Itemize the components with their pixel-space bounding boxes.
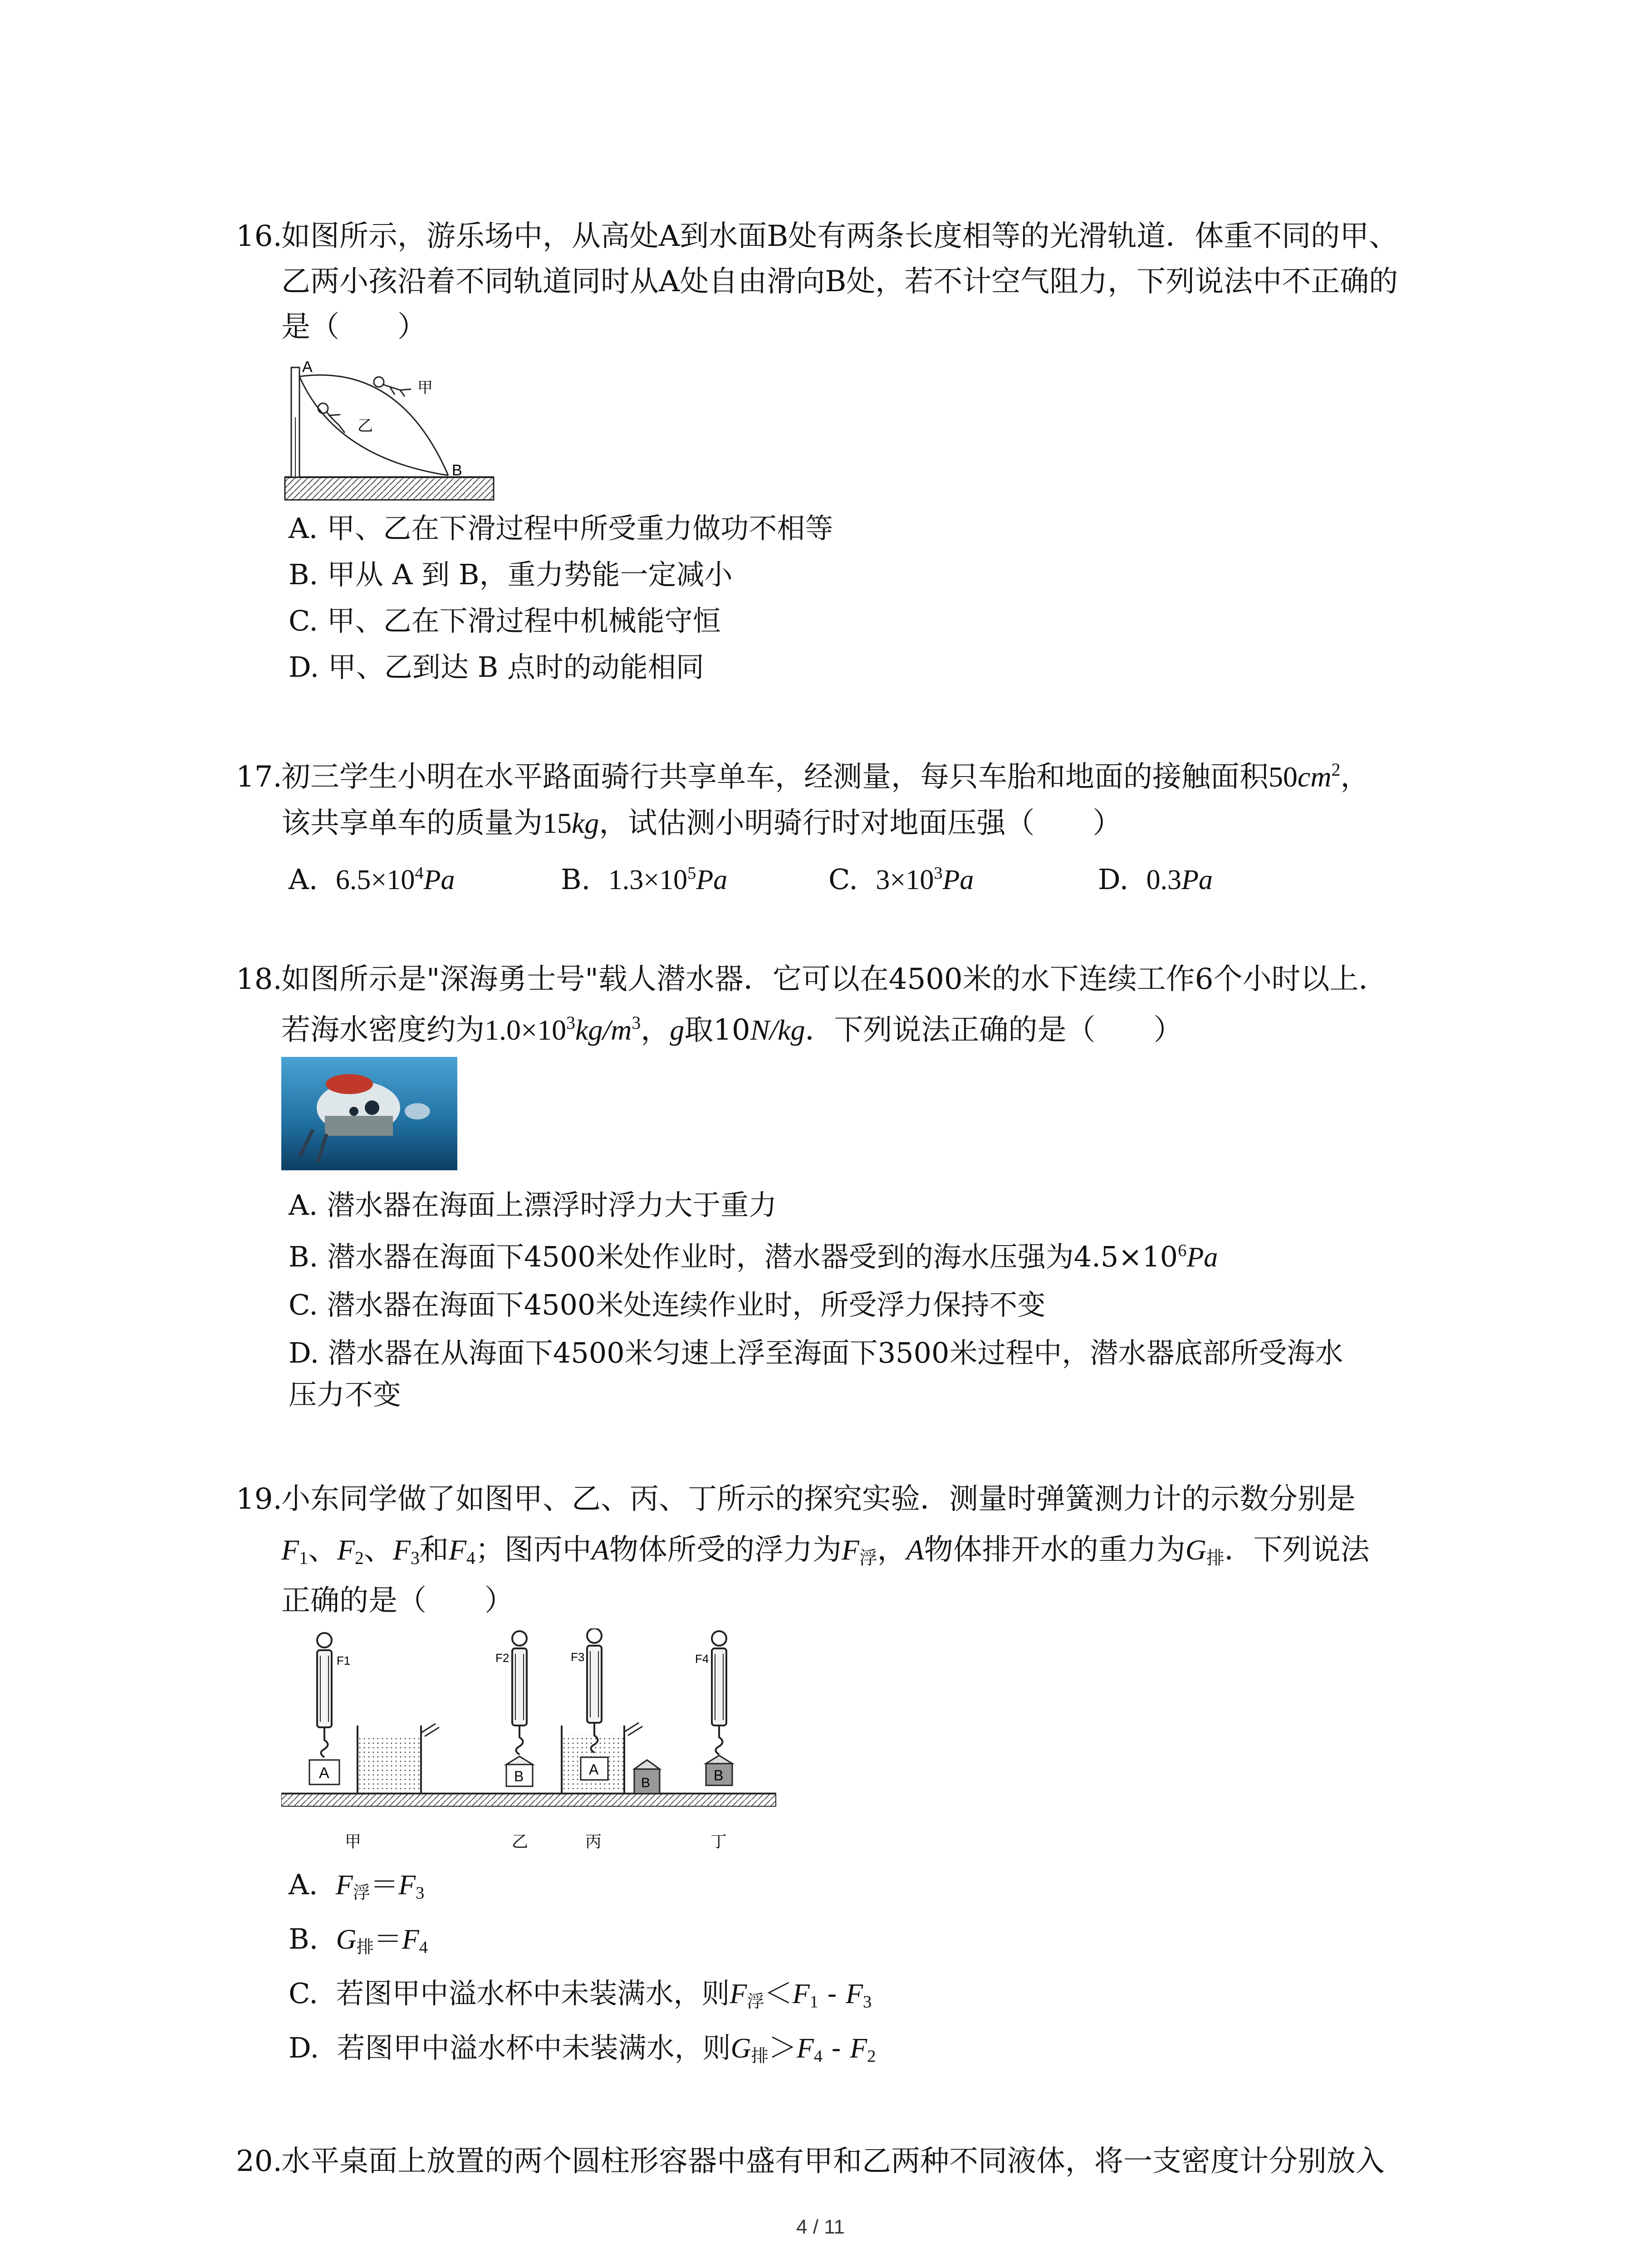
option-b: B. $G_排=F_4$	[289, 1922, 428, 1958]
option-b: B. 甲从 A 到 B，重力势能一定减小	[289, 558, 733, 591]
option-c: C. 潜水器在海面下4500米处连续作业时，所受浮力保持不变	[289, 1288, 1046, 1321]
child-yi-label: 乙	[358, 417, 373, 435]
question-text-line: 该共享单车的质量为15kg，试估测小明骑行时对地面压强（ ）	[281, 807, 1122, 840]
child-jia-label: 甲	[417, 379, 433, 397]
box-b-label: B	[714, 1767, 724, 1784]
caption-jia: 甲	[345, 1832, 362, 1851]
spring-scale-jia	[309, 1633, 350, 1784]
point-a-label: A	[302, 358, 313, 376]
f1-label: F1	[337, 1654, 351, 1667]
question-text-line: 初三学生小明在水平路面骑行共享单车，经测量，每只车胎和地面的接触面积$50cm^2$，	[281, 760, 1370, 794]
question-text-line: 水平桌面上放置的两个圆柱形容器中盛有甲和乙两种不同液体，将一支密度计分别放入	[281, 2145, 1385, 2178]
question-text-line: 是（ ）	[281, 310, 426, 344]
question-text-line: 正确的是（ ）	[281, 1584, 514, 1618]
option-a: A. 潜水器在海面上漂浮时浮力大于重力	[289, 1188, 777, 1222]
option-a: A. $6.5\times 10^4Pa$	[289, 863, 455, 896]
option-a: A. 甲、乙在下滑过程中所受重力做功不相等	[289, 512, 833, 545]
option-d: D. 0.3Pa	[1098, 863, 1213, 896]
question-number: 19.	[236, 1482, 282, 1516]
option-d: D. 甲、乙到达 B 点时的动能相同	[289, 650, 704, 684]
option-b: B. 潜水器在海面下4500米处作业时，潜水器受到的海水压强为$4.5\times 10^6Pa$	[289, 1240, 1218, 1273]
box-a-label: A	[589, 1761, 599, 1778]
f2-label: F2	[495, 1651, 509, 1665]
spring-scale-bing	[562, 1628, 660, 1794]
child-jia-icon	[374, 377, 411, 396]
f4-label: F4	[695, 1652, 709, 1666]
submersible-photo	[281, 1057, 457, 1170]
option-d-continued: 压力不变	[289, 1378, 402, 1411]
question-text-line: $F_1$、$F_2$、$F_3$和$F_4$；图丙中A物体所受的浮力为$F_浮$，A物体排开水的重力为$G_排$．下列说法	[281, 1533, 1370, 1569]
question-number: 20.	[236, 2145, 282, 2178]
question-text-line: 小东同学做了如图甲、乙、丙、丁所示的探究实验．测量时弹簧测力计的示数分别是	[281, 1482, 1356, 1516]
spring-scale-experiment-diagram	[281, 1628, 780, 1864]
question-text-line: 如图所示，游乐场中，从高处A到水面B处有两条长度相等的光滑轨道．体重不同的甲、	[281, 220, 1398, 253]
spring-scale-ding	[695, 1631, 732, 1785]
caption-ding: 丁	[710, 1832, 727, 1851]
option-c: C. 甲、乙在下滑过程中机械能守恒	[289, 604, 721, 637]
box-b-label: B	[514, 1768, 524, 1784]
box-b-label: B	[641, 1775, 651, 1790]
option-c: C. $3\times 10^3Pa$	[828, 863, 974, 896]
f3-label: F3	[571, 1650, 585, 1664]
slide-track-diagram	[281, 358, 499, 508]
question-number: 17.	[236, 760, 282, 794]
option-d: D. 若图甲中溢水杯中未装满水，则$G_排>F_4 - F_2$	[289, 2031, 876, 2067]
option-a: A. $F_浮=F_3$	[289, 1868, 425, 1903]
page-number: 4 / 11	[796, 2216, 845, 2238]
point-b-label: B	[452, 462, 462, 479]
caption-bing: 丙	[585, 1832, 602, 1851]
question-text-line: 若海水密度约为$1.0\times 10^3kg/m^3$，g取10N/kg．下列说法正确的是（ ）	[281, 1013, 1183, 1047]
question-number: 16.	[236, 220, 282, 253]
spring-scale-yi	[495, 1631, 533, 1786]
child-yi-icon	[318, 403, 345, 433]
caption-yi: 乙	[512, 1832, 529, 1851]
option-d: D. 潜水器在从海面下4500米匀速上浮至海面下3500米过程中，潜水器底部所受海水	[289, 1336, 1343, 1369]
question-number: 18.	[236, 963, 282, 996]
box-a-label: A	[319, 1765, 329, 1782]
overflow-cup-jia	[358, 1724, 439, 1794]
option-c: C. 若图甲中溢水杯中未装满水，则$F_浮<F_1 - F_3$	[289, 1977, 872, 2012]
question-text-line: 如图所示是"深海勇士号"载人潜水器．它可以在4500米的水下连续工作6个小时以上．	[281, 963, 1388, 996]
option-b: B. $1.3\times 10^5Pa$	[561, 863, 728, 896]
question-text-line: 乙两小孩沿着不同轨道同时从A处自由滑向B处，若不计空气阻力，下列说法中不正确的	[281, 265, 1398, 298]
